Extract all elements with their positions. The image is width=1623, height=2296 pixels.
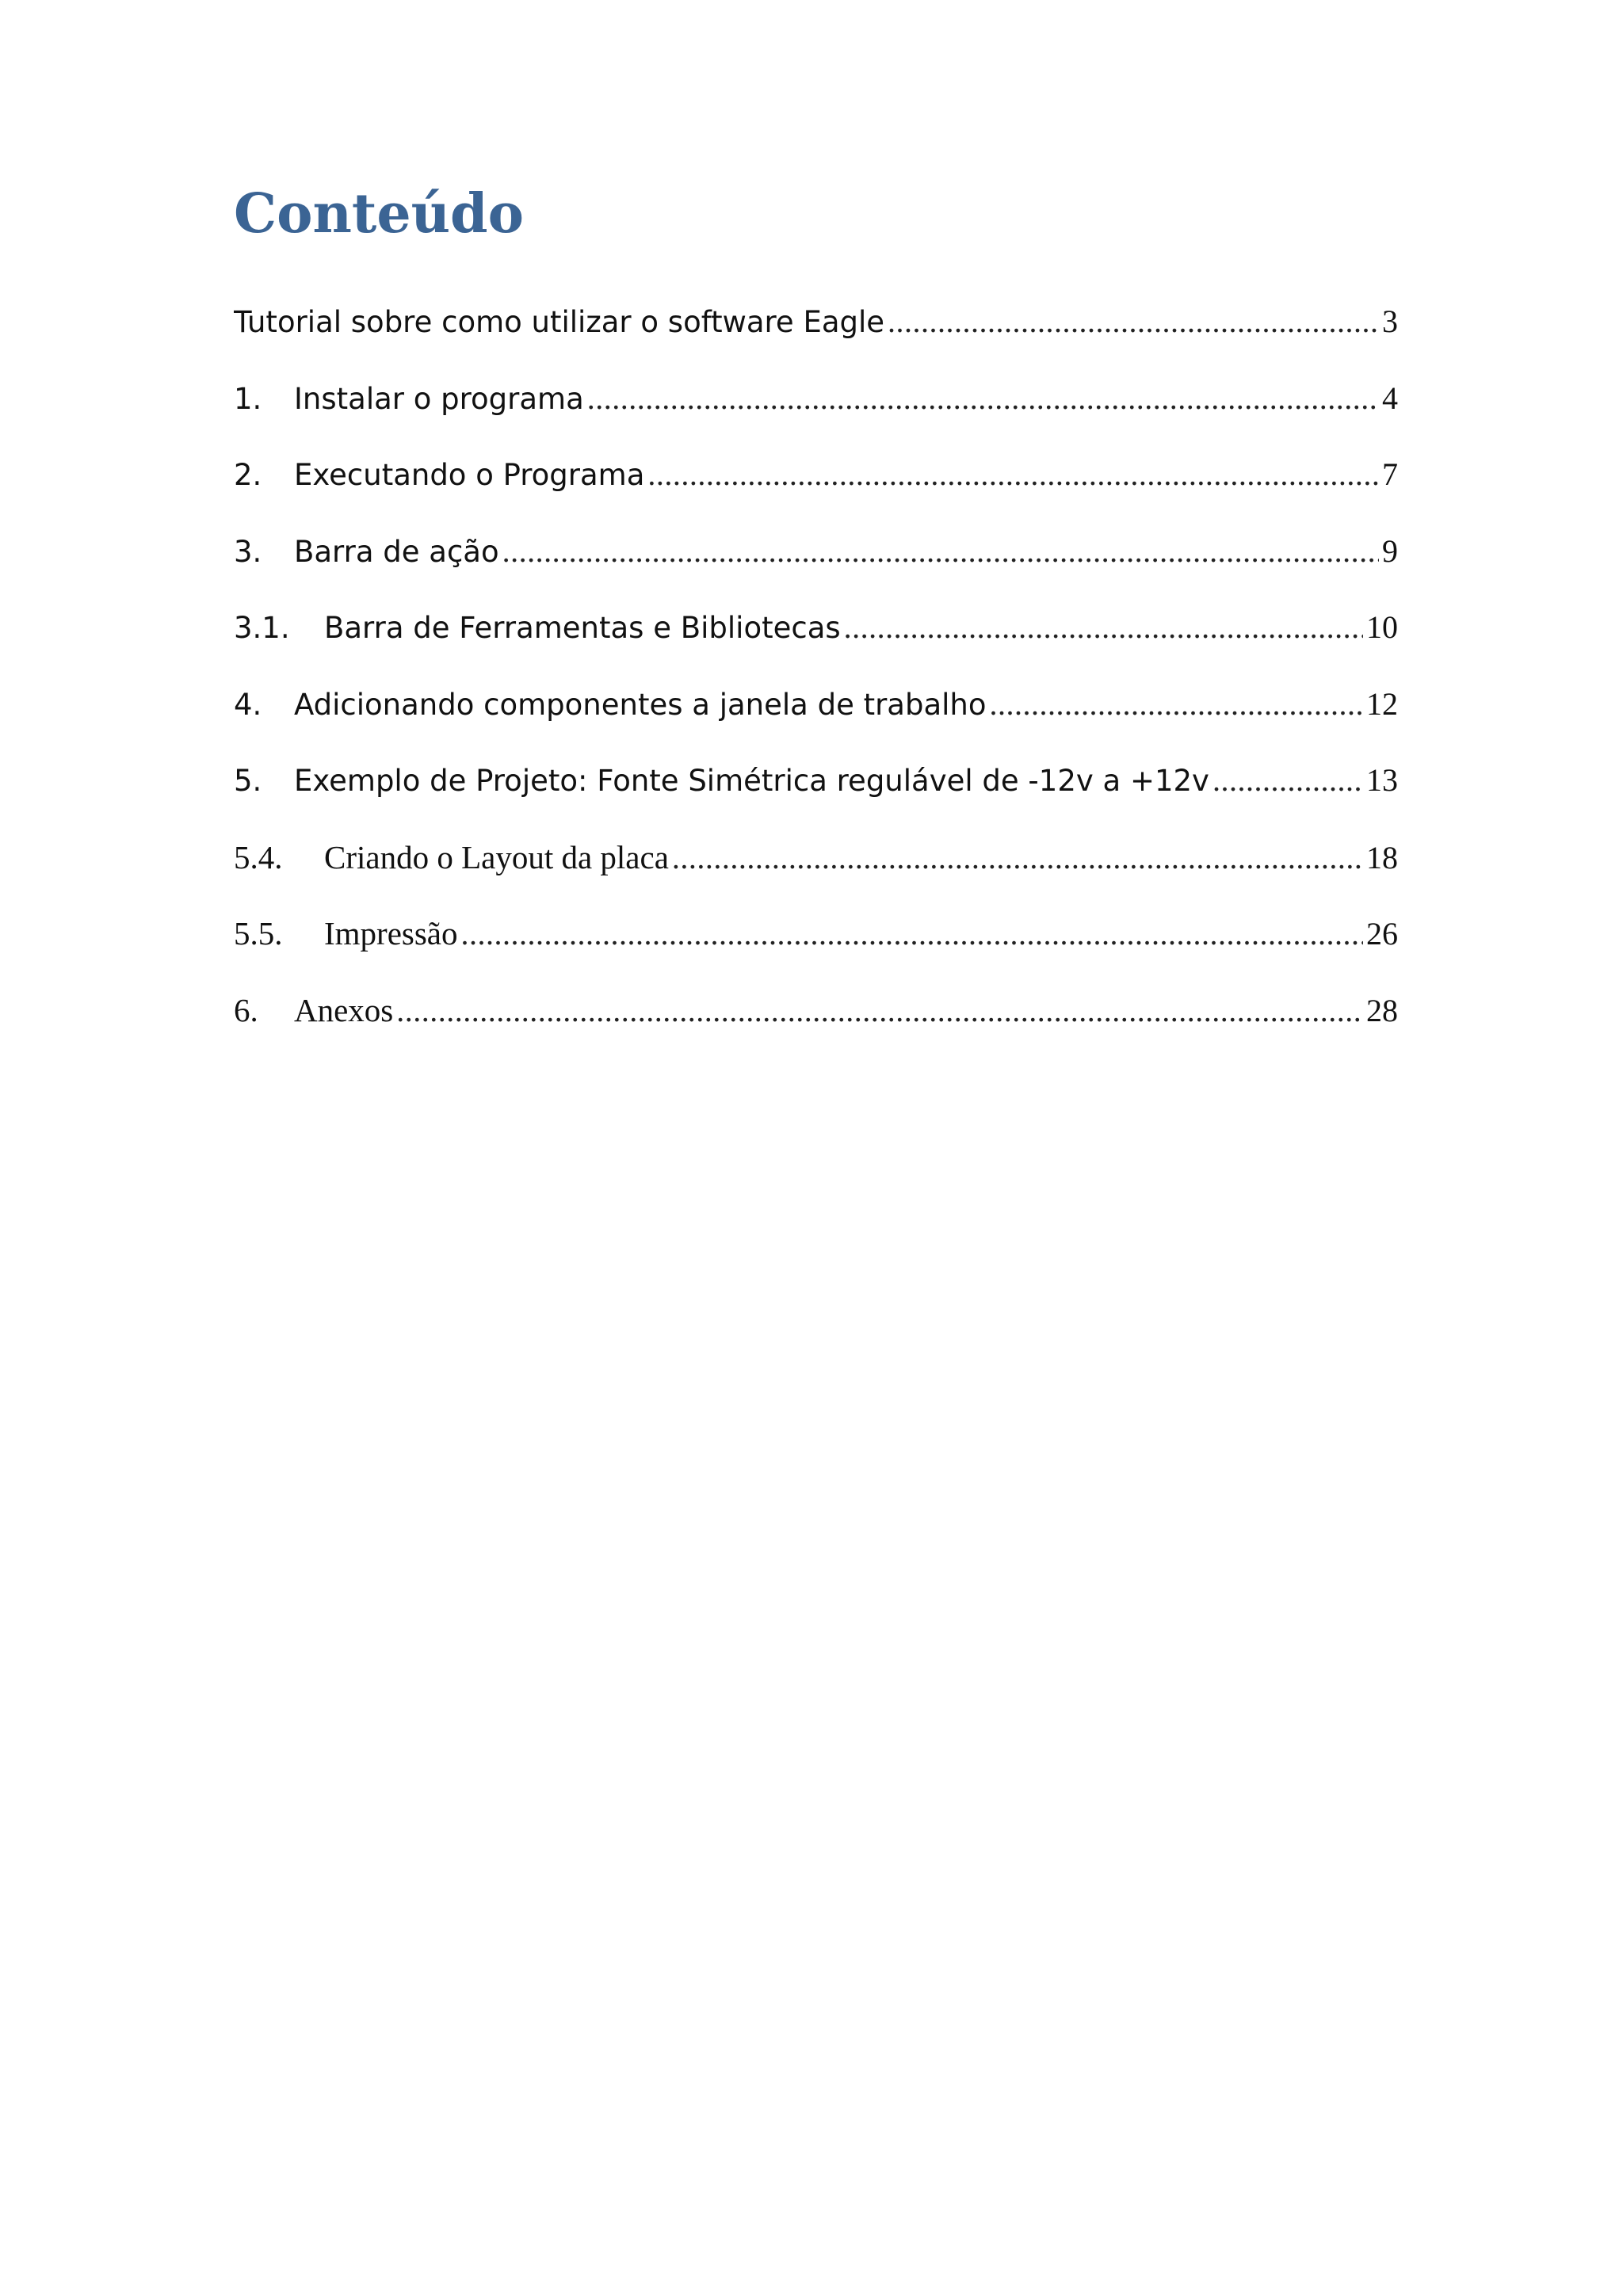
toc-entry[interactable] [234, 456, 1398, 532]
toc-dot-leader [672, 839, 1363, 876]
toc-entry[interactable] [234, 914, 1398, 991]
toc-entry-title: Criando o Layout da placa [324, 838, 669, 875]
toc-entry[interactable] [234, 991, 1398, 1068]
toc-entry-number: 6. [234, 991, 258, 1028]
toc-page-number: 3 [1382, 303, 1398, 339]
toc-page-number: 4 [1382, 379, 1398, 416]
toc-entry-number: 5. [234, 764, 262, 798]
toc-entry-title: Exemplo de Projeto: Fonte Simétrica regulável de -12v a +12v [294, 764, 1209, 798]
toc-entry-title: Anexos [294, 991, 394, 1028]
toc-entry[interactable] [234, 532, 1398, 609]
toc-page-number: 7 [1382, 456, 1398, 492]
toc-entry-title: Instalar o programa [294, 381, 584, 416]
toc-dot-leader [461, 915, 1363, 952]
toc-entry-title: Adicionando componentes a janela de trabalho [294, 687, 987, 722]
toc-entry[interactable] [234, 761, 1398, 838]
table-of-contents [234, 303, 1398, 1067]
toc-dot-leader [1212, 761, 1363, 799]
toc-dot-leader [502, 532, 1379, 570]
toc-entry-number: 2. [234, 458, 262, 492]
toc-entry-number: 3.1. [234, 611, 290, 645]
toc-entry-title: Tutorial sobre como utilizar o software Eagle [234, 305, 885, 339]
toc-dot-leader [396, 992, 1363, 1029]
toc-entry[interactable] [234, 303, 1398, 379]
toc-page-number: 28 [1366, 992, 1398, 1028]
toc-heading: Conteúdo [234, 182, 524, 246]
toc-entry[interactable] [234, 838, 1398, 915]
toc-page-number: 10 [1366, 609, 1398, 645]
toc-entry[interactable] [234, 685, 1398, 762]
toc-page-number: 13 [1366, 762, 1398, 798]
toc-entry-number: 1. [234, 381, 262, 416]
toc-dot-leader [990, 685, 1363, 723]
toc-page-number: 18 [1366, 839, 1398, 875]
toc-dot-leader [888, 303, 1379, 340]
toc-dot-leader [844, 608, 1363, 646]
toc-entry-number: 3. [234, 534, 262, 569]
toc-entry-title: Impressão [324, 915, 458, 952]
toc-entry-title: Executando o Programa [294, 458, 645, 492]
toc-entry-title: Barra de ação [294, 534, 499, 569]
toc-entry-title: Barra de Ferramentas e Bibliotecas [324, 611, 841, 645]
toc-dot-leader [587, 379, 1379, 417]
toc-page-number: 12 [1366, 685, 1398, 722]
toc-page-number: 9 [1382, 532, 1398, 569]
toc-dot-leader [647, 456, 1379, 493]
toc-page-number: 26 [1366, 916, 1398, 952]
toc-entry[interactable] [234, 379, 1398, 456]
toc-entry[interactable] [234, 608, 1398, 685]
toc-entry-number: 4. [234, 687, 262, 722]
toc-entry-number: 5.5. [234, 915, 283, 952]
toc-entry-number: 5.4. [234, 838, 283, 875]
